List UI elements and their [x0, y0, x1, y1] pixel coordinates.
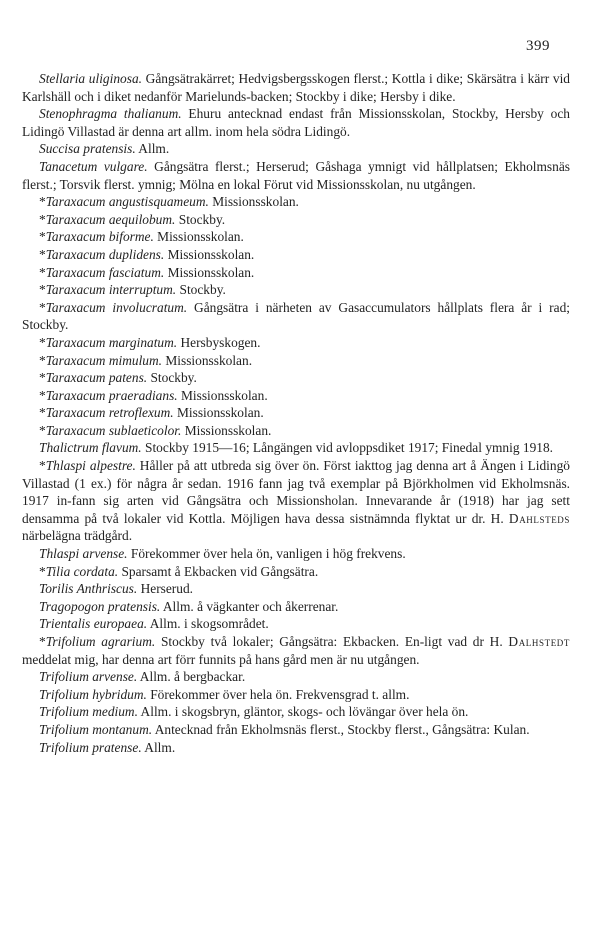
entry-taraxacum-fasciatum: *Taraxacum fasciatum. Missionsskolan.	[39, 264, 255, 280]
entry-stenophragma-thalianum: Stenophragma thalianum. Ehuru antecknad endast från Missionsskolan, Stockby, Hersby och Lidingö Villastad är denna art allm. inom hela södra Lidingö.	[22, 106, 570, 139]
entry-trientalis-europaea: Trientalis europaea. Allm. i skogsområdet.	[39, 616, 269, 632]
entry-taraxacum-mimulum: *Taraxacum mimulum. Missionsskolan.	[39, 352, 253, 368]
entry-taraxacum-involucratum: *Taraxacum involucratum. Gångsätra i närheten av Gasaccumulators hållplats flera år i rad; Stockby.	[22, 299, 570, 333]
entry-taraxacum-duplidens: *Taraxacum duplidens. Missionsskolan.	[39, 246, 255, 262]
entry-taraxacum-marginatum: *Taraxacum marginatum. Hersbyskogen.	[39, 334, 261, 350]
entry-taraxacum-patens: *Taraxacum patens. Stockby.	[39, 370, 197, 386]
entry-taraxacum-biforme: *Taraxacum biforme. Missionsskolan.	[39, 229, 244, 245]
entry-tragopogon-pratensis: Tragopogon pratensis. Allm. å vägkanter och åkerrenar.	[39, 598, 339, 614]
entry-taraxacum-sublaeticolor: *Taraxacum sublaeticolor. Missionsskolan.	[39, 422, 272, 438]
page-number: 399	[526, 38, 550, 54]
entry-thalictrum-flavum: Thalictrum flavum. Stockby 1915—16; Långängen vid avloppsdiket 1917; Finedal ymnig 1918.	[39, 440, 554, 456]
entry-trifolium-arvense: Trifolium arvense. Allm. å bergbackar.	[39, 669, 246, 685]
entry-trifolium-hybridum: Trifolium hybridum. Förekommer över hela ön. Frekvensgrad t. allm.	[39, 686, 410, 702]
entry-torilis-anthriscus: Torilis Anthriscus. Herserud.	[39, 581, 194, 597]
entry-thlaspi-arvense: Thlaspi arvense. Förekommer över hela ön, vanligen i hög frekvens.	[39, 546, 406, 562]
entry-thlaspi-alpestre: *Thlaspi alpestre. Håller på att utbreda sig över ön. Först iakttog jag denna art å Ängen i Lidingö Villastad (1 ex.) för några år sedan. 1916 fann jag två exemplar på Björkholmen vid Ekholmsnäs. 1917 in-fann sig arten vid Gångsätra och Missionsholan. Innevarande år (1918) har jag sett densamma på två lokaler vid Kottla. Möjligen hava dessa sistnämnda flyktat ur dr. H. Dahlsteds närbelägna trädgård.	[22, 458, 570, 544]
entry-tilia-cordata: *Tilia cordata. Sparsamt å Ekbacken vid Gångsätra.	[39, 563, 319, 579]
entry-trifolium-medium: Trifolium medium. Allm. i skogsbryn, gläntor, skogs- och lövängar över hela ön.	[39, 704, 469, 720]
entry-stellaria-uliginosa: Stellaria uliginosa. Gångsätrakärret; Hedvigsbergsskogen flerst.; Kottla i dike; Skärsätra i kärr vid Karlshäll och i diket nedanför Marielunds-backen; Stockby i dike; Hersby i dike.	[22, 71, 570, 104]
entry-taraxacum-praeradians: *Taraxacum praeradians. Missionsskolan.	[39, 387, 268, 403]
entry-succisa-pratensis: Succisa pratensis. Allm.	[39, 141, 170, 157]
entry-trifolium-agrarium: *Trifolium agrarium. Stockby två lokaler; Gångsätra: Ekbacken. En-ligt vad dr H. Dalhstedt meddelat mig, har denna art förr funnits på hans gård men är nu utgången.	[22, 634, 570, 667]
entry-trifolium-pratense: Trifolium pratense. Allm.	[39, 739, 176, 755]
entry-taraxacum-interruptum: *Taraxacum interruptum. Stockby.	[39, 282, 226, 298]
entry-trifolium-montanum: Trifolium montanum. Antecknad från Ekholmsnäs flerst., Stockby flerst., Gångsätra: Kulan.	[39, 721, 530, 737]
entry-tanacetum-vulgare: Tanacetum vulgare. Gångsätra flerst.; Herserud; Gåshaga ymnigt vid hållplatsen; Ekholmsnäs flerst.; Torsvik flerst. ymnig; Mölna en lokal Förut vid Missionsskolan, nu utgången.	[22, 158, 570, 192]
entry-taraxacum-angustisquameum: *Taraxacum angustisquameum. Missionsskolan.	[39, 194, 299, 210]
text-body	[22, 70, 570, 756]
entry-taraxacum-retroflexum: *Taraxacum retroflexum. Missionsskolan.	[39, 405, 264, 421]
entry-taraxacum-aequilobum: *Taraxacum aequilobum. Stockby.	[39, 211, 226, 227]
